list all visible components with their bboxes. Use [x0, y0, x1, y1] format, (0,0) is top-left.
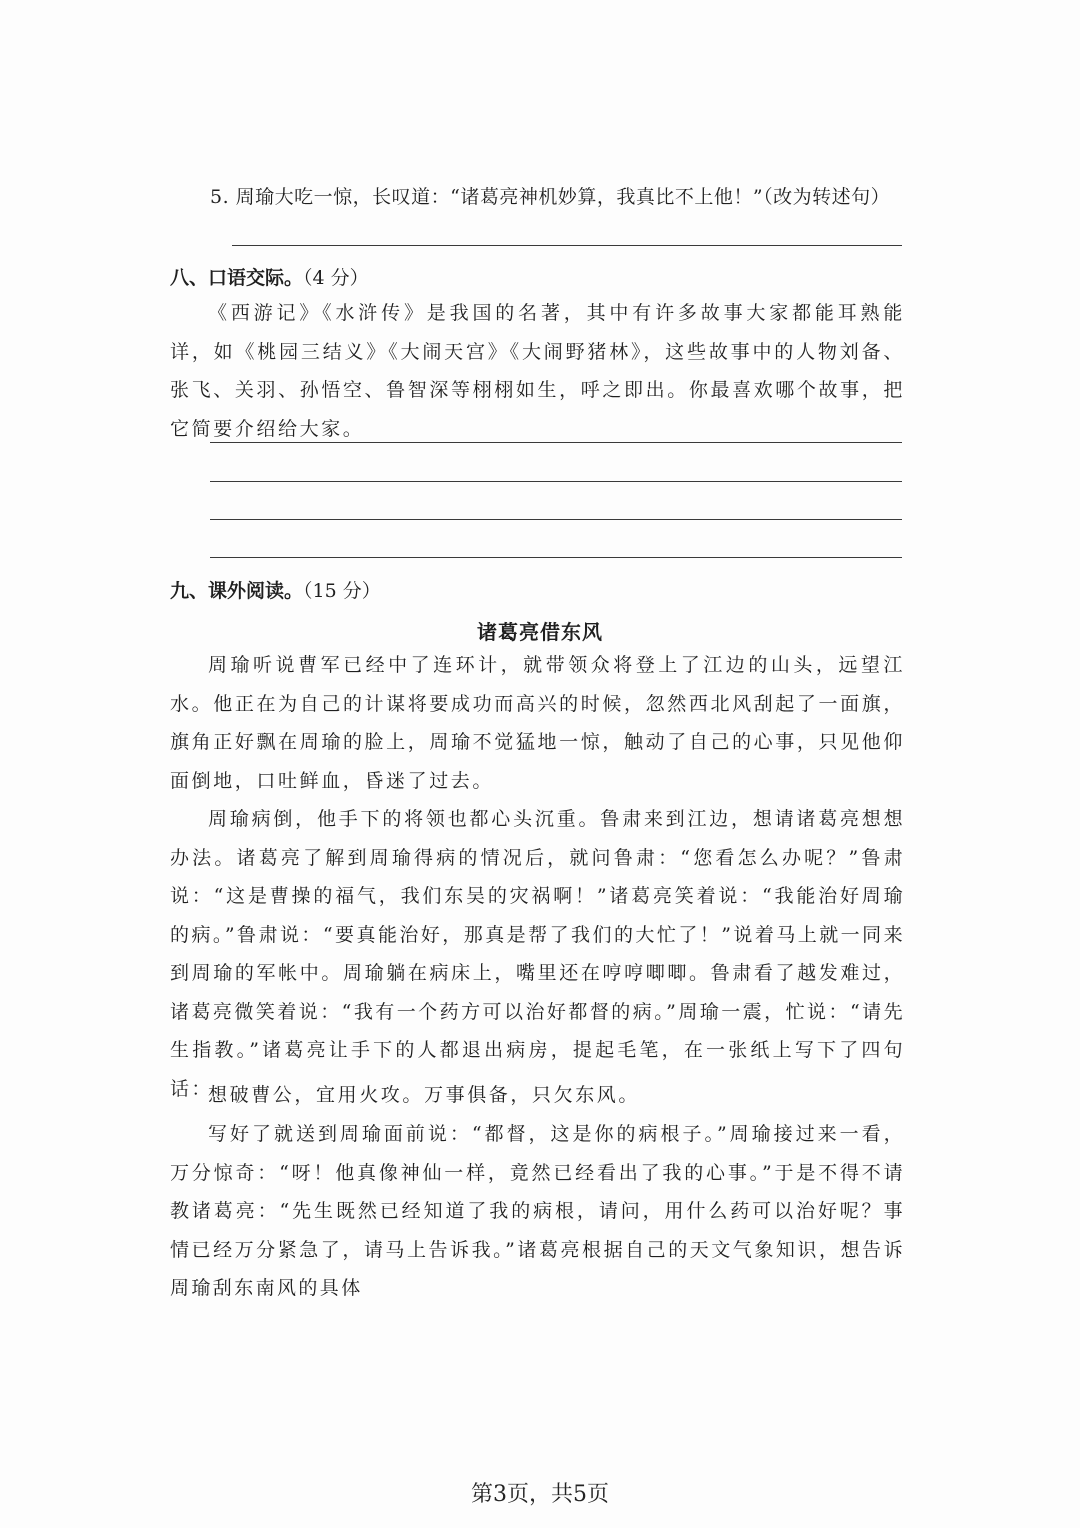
- article-paragraph-3: 想破曹公，宜用火攻。万事俱备，只欠东风。: [208, 1084, 641, 1106]
- section-9-heading: [170, 576, 381, 603]
- section-8-number: 八、口语交际。: [170, 267, 304, 289]
- question-5-answer-line[interactable]: [232, 245, 902, 246]
- section-8-answer-line-2[interactable]: [210, 481, 902, 482]
- section-9-number: 九、课外阅读。: [170, 580, 304, 602]
- article-paragraph-2: 周瑜病倒，他手下的将领也都心头沉重。鲁肃来到江边，想请诸葛亮想想办法。诸葛亮了解到周瑜得病的情况后，就问鲁肃：“您看怎么办呢？”鲁肃说：“这是曹操的福气，我们东吴的灾祸啊！”诸葛亮笑着说：“我能治好周瑜的病。”鲁肃说：“要真能治好，那真是帮了我们的大忙了！”说着马上就一同来到周瑜的军帐中。周瑜躺在病床上，嘴里还在哼哼唧唧。鲁肃看了越发难过，诸葛亮微笑着说：“我有一个药方可以治好都督的病。”周瑜一震，忙说：“请先生指教。”诸葛亮让手下的人都退出病房，提起毛笔，在一张纸上写下了四句话：: [170, 808, 905, 1100]
- section-8-answer-line-3[interactable]: [210, 519, 902, 520]
- section-8-heading: [170, 263, 369, 290]
- section-9-points: （15 分）: [303, 580, 381, 602]
- page-number-footer: 第3页，共5页: [471, 1482, 609, 1507]
- question-5-text: 5. 周瑜大吃一惊，长叹道：“诸葛亮神机妙算，我真比不上他！”（改为转述句）: [210, 186, 891, 208]
- article-paragraph-1: 周瑜听说曹军已经中了连环计，就带领众将登上了江边的山头，远望江水。他正在为自己的计谋将要成功而高兴的时候，忽然西北风刮起了一面旗，旗角正好飘在周瑜的脸上，周瑜不觉猛地一惊，触动了自己的心事，只见他仰面倒地，口吐鲜血，昏迷了过去。: [170, 654, 905, 792]
- article-title: 诸葛亮借东风: [477, 620, 603, 644]
- section-8-points: （4 分）: [303, 267, 369, 289]
- article-paragraph-4: 写好了就送到周瑜面前说：“都督，这是你的病根子。”周瑜接过来一看，万分惊奇：“呀！他真像神仙一样，竟然已经看出了我的心事。”于是不得不请教诸葛亮：“先生既然已经知道了我的病根，请问，用什么药可以治好呢？事情已经万分紧急了，请马上告诉我。”诸葛亮根据自己的天文气象知识，想告诉周瑜刮东南风的具体: [170, 1123, 905, 1299]
- section-8-prompt: 《西游记》《水浒传》是我国的名著，其中有许多故事大家都能耳熟能详，如《桃园三结义》《大闹天宫》《大闹野猪林》，这些故事中的人物刘备、张飞、关羽、孙悟空、鲁智深等栩栩如生，呼之即出。你最喜欢哪个故事，把它简要介绍给大家。: [170, 302, 905, 440]
- section-8-answer-line-1[interactable]: [210, 442, 902, 443]
- section-8-answer-line-4[interactable]: [210, 557, 902, 558]
